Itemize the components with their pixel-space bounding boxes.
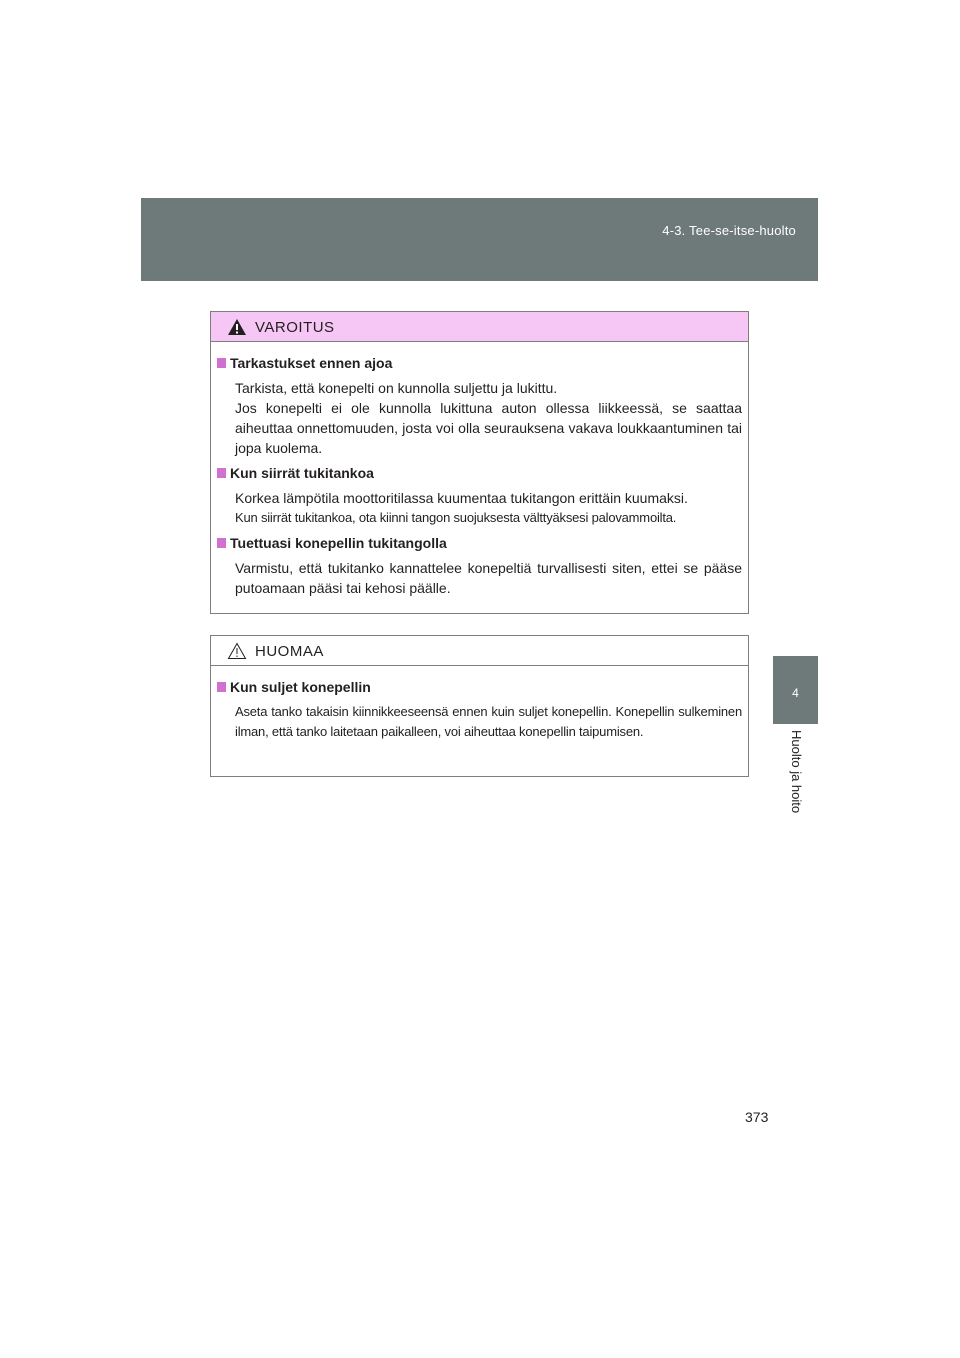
bullet-square-icon (217, 682, 226, 692)
page-number: 373 (745, 1109, 769, 1125)
notice-box (210, 635, 749, 777)
warning-label: VAROITUS (255, 319, 335, 336)
notice-label: HUOMAA (255, 643, 324, 660)
warning-header (211, 312, 748, 342)
item-paragraph: Jos konepelti ei ole kunnolla lukittuna auton ollessa liikkeessä, se saattaa aiheuttaa onnettomuuden, josta voi olla seurauksena vakava loukkaantuminen tai jopa kuolema. (235, 400, 742, 456)
warning-body (211, 342, 748, 598)
section-label: 4-3. Tee-se-itse-huolto (662, 223, 796, 238)
warning-item (216, 533, 742, 598)
notice-item (216, 677, 742, 742)
bullet-square-icon (217, 358, 226, 368)
bullet-square-icon (217, 538, 226, 548)
bullet-square-icon (217, 468, 226, 478)
warning-item (216, 463, 742, 528)
item-paragraph: Varmistu, että tukitanko kannattelee konepeltiä turvallisesti siten, ettei se pääse putoamaan pääsi tai kehosi päälle. (235, 560, 742, 596)
notice-body (211, 666, 748, 742)
item-paragraph: Tarkista, että konepelti on kunnolla suljettu ja lukittu. (235, 380, 558, 396)
caution-triangle-icon (227, 642, 247, 660)
item-paragraph: Kun siirrät tukitankoa, ota kiinni tangon suojuksesta välttyäksesi palovammoilta. (235, 510, 677, 525)
item-title: Kun siirrät tukitankoa (230, 465, 374, 481)
chapter-number: 4 (792, 686, 799, 700)
item-paragraph: Aseta tanko takaisin kiinnikkeeseensä ennen kuin suljet konepellin. Konepellin sulkeminen ilman, että tanko laitetaan paikalleen, voi aiheuttaa konepellin taipumisen. (235, 704, 742, 739)
header-band (141, 198, 818, 281)
item-paragraph: Korkea lämpötila moottoritilassa kuumentaa tukitangon erittäin kuumaksi. (235, 490, 688, 506)
warning-item (216, 353, 742, 458)
notice-header (211, 636, 748, 666)
warning-triangle-icon (227, 318, 247, 336)
warning-box (210, 311, 749, 614)
item-title: Kun suljet konepellin (230, 679, 371, 695)
chapter-tab (773, 656, 818, 724)
item-title: Tuettuasi konepellin tukitangolla (230, 535, 447, 551)
item-title: Tarkastukset ennen ajoa (230, 355, 393, 371)
chapter-title: Huolto ja hoito (789, 730, 804, 814)
